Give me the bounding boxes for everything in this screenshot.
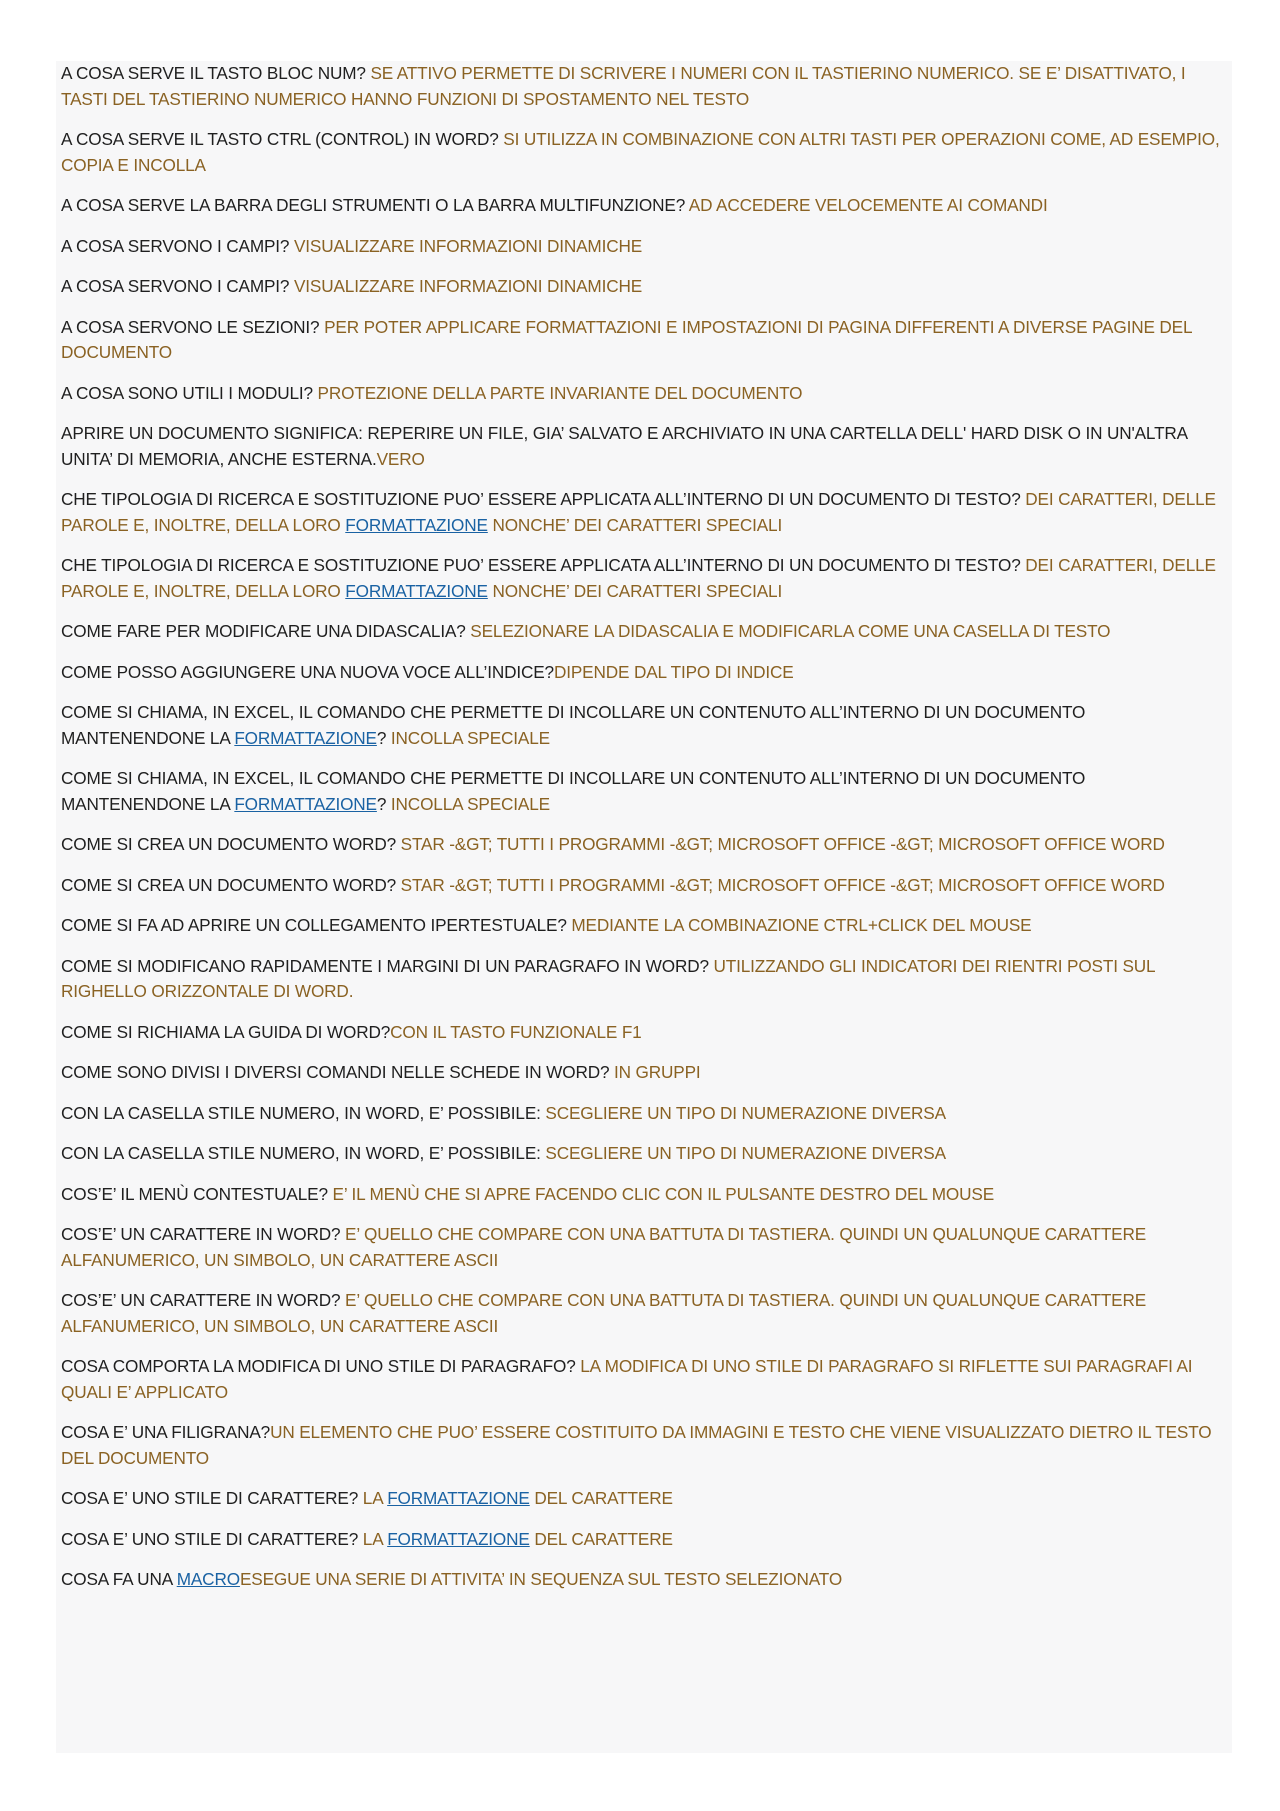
question-text: A COSA SERVONO I CAMPI? [61,235,294,256]
answer-text: E’ QUELLO CHE COMPARE CON UNA BATTUTA DI TASTIERA. QUINDI UN QUALUNQUE CARATTERE ALFANUMERICO, UN SIMBOLO, UN CARATTERE ASCII [61,1224,1147,1270]
qa-item [61,381,1226,407]
formattazione-link[interactable]: FORMATTAZIONE [387,1528,530,1549]
formattazione-link[interactable]: FORMATTAZIONE [345,580,488,601]
formattazione-link[interactable]: FORMATTAZIONE [387,1488,530,1508]
question-text-continued: ? [376,793,391,814]
answer-text: STAR -&GT; TUTTI I PROGRAMMI -&GT; MICROSOFT OFFICE -&GT; MICROSOFT OFFICE WORD [400,834,1165,854]
answer-text: SCEGLIERE UN TIPO DI NUMERAZIONE DIVERSA [545,1143,946,1163]
formattazione-link[interactable]: FORMATTAZIONE [234,727,377,748]
question-text: COS’E’ UN CARATTERE IN WORD? [61,1290,346,1310]
question-text: APRIRE UN DOCUMENTO SIGNIFICA: REPERIRE UN FILE, GIA’ SALVATO E ARCHIVIATO IN UNA CARTELLA DELL' HARD DISK O IN UN'ALTRA UNITA’ DI MEMORIA, ANCHE ESTERNA. [61,423,1188,469]
qa-item [61,1354,1226,1405]
question-text: COME SONO DIVISI I DIVERSI COMANDI NELLE SCHEDE IN WORD? [61,1062,614,1082]
qa-item [61,127,1226,178]
answer-text: SCEGLIERE UN TIPO DI NUMERAZIONE DIVERSA [545,1102,946,1123]
question-text: COSA COMPORTA LA MODIFICA DI UNO STILE DI PARAGRAFO? [61,1356,581,1376]
qa-item [61,1182,1226,1208]
answer-text: INCOLLA SPECIALE [390,793,550,814]
question-text: CON LA CASELLA STILE NUMERO, IN WORD, E’ POSSIBILE: [61,1143,546,1163]
qa-item [61,421,1226,472]
question-text: COME POSSO AGGIUNGERE UNA NUOVA VOCE ALL’INDICE? [61,661,554,682]
answer-text: DIPENDE DAL TIPO DI INDICE [553,661,794,682]
answer-text: UTILIZZANDO GLI INDICATORI DEI RIENTRI POSTI SUL RIGHELLO ORIZZONTALE DI WORD. [61,955,1155,1001]
answer-text: VISUALIZZARE INFORMAZIONI DINAMICHE [293,235,643,256]
answer-text: DEI CARATTERI, DELLE PAROLE E, INOLTRE, DELLA LORO [61,555,1216,601]
qa-item [61,766,1226,817]
answer-text: LA [362,1528,388,1549]
macro-link[interactable]: MACRO [176,1569,240,1589]
answer-text: SELEZIONARE LA DIDASCALIA E MODIFICARLA COME UNA CASELLA DI TESTO [470,621,1111,641]
question-text: A COSA SERVE LA BARRA DEGLI STRUMENTI O LA BARRA MULTIFUNZIONE? [61,195,689,215]
qa-item [61,193,1226,219]
qa-item [61,1420,1226,1471]
answer-text: MEDIANTE LA COMBINAZIONE CTRL+CLICK DEL MOUSE [571,915,1032,935]
qa-item [61,954,1226,1005]
question-text: COME SI CREA UN DOCUMENTO WORD? [61,834,401,854]
answer-text: VISUALIZZARE INFORMAZIONI DINAMICHE [293,276,643,296]
question-text: COSA E’ UNA FILIGRANA? [61,1422,271,1442]
answer-text: PER POTER APPLICARE FORMATTAZIONI E IMPOSTAZIONI DI PAGINA DIFFERENTI A DIVERSE PAGINE DEL DOCUMENTO [61,316,1192,362]
qa-item [61,1486,1226,1512]
question-text: A COSA SERVONO I CAMPI? [61,276,294,296]
answer-text-continued: DEL CARATTERE [529,1488,673,1508]
question-text: COSA FA UNA [61,1569,177,1589]
qa-item [61,234,1226,260]
question-text: A COSA SERVE IL TASTO BLOC NUM? [61,63,371,83]
qa-item [61,487,1226,538]
question-text: A COSA SONO UTILI I MODULI? [61,382,318,403]
answer-text: STAR -&GT; TUTTI I PROGRAMMI -&GT; MICROSOFT OFFICE -&GT; MICROSOFT OFFICE WORD [400,874,1165,895]
document-page [56,61,1232,1753]
question-text: COS’E’ IL MENÙ CONTESTUALE? [61,1183,333,1204]
question-text: CHE TIPOLOGIA DI RICERCA E SOSTITUZIONE PUO’ ESSERE APPLICATA ALL’INTERNO DI UN DOCUMENTO DI TESTO? [61,555,1026,575]
answer-text-continued: NONCHE’ DEI CARATTERI SPECIALI [487,580,783,601]
qa-item [61,832,1226,858]
question-text: COME SI CHIAMA, IN EXCEL, IL COMANDO CHE PERMETTE DI INCOLLARE UN CONTENUTO ALL’INTERNO DI UN DOCUMENTO MANTENENDONE LA [61,702,1086,748]
question-text: COSA E’ UNO STILE DI CARATTERE? [61,1488,363,1508]
answer-text: VERO [376,448,425,469]
question-text: COS’E’ UN CARATTERE IN WORD? [61,1224,346,1244]
formattazione-link[interactable]: FORMATTAZIONE [345,514,488,535]
question-text: CHE TIPOLOGIA DI RICERCA E SOSTITUZIONE PUO’ ESSERE APPLICATA ALL’INTERNO DI UN DOCUMENTO DI TESTO? [61,489,1026,509]
answer-text: UN ELEMENTO CHE PUO’ ESSERE COSTITUITO DA IMMAGINI E TESTO CHE VIENE VISUALIZZATO DIETRO IL TESTO DEL DOCUMENTO [61,1422,1212,1468]
qa-item [61,1567,1226,1593]
qa-item [61,274,1226,300]
question-text: A COSA SERVE IL TASTO CTRL (CONTROL) IN WORD? [61,129,504,149]
qa-item [61,873,1226,899]
question-text: CON LA CASELLA STILE NUMERO, IN WORD, E’ POSSIBILE: [61,1102,546,1123]
answer-text: LA MODIFICA DI UNO STILE DI PARAGRAFO SI RIFLETTE SUI PARAGRAFI AI QUALI E’ APPLICATO [61,1356,1193,1402]
qa-item [61,913,1226,939]
answer-text: CON IL TASTO FUNZIONALE F1 [390,1021,642,1042]
question-text: COME SI FA AD APRIRE UN COLLEGAMENTO IPERTESTUALE? [61,915,572,935]
qa-item [61,700,1226,751]
qa-item [61,315,1226,366]
answer-text: E’ QUELLO CHE COMPARE CON UNA BATTUTA DI TASTIERA. QUINDI UN QUALUNQUE CARATTERE ALFANUMERICO, UN SIMBOLO, UN CARATTERE ASCII [61,1290,1147,1336]
question-text: COME SI CREA UN DOCUMENTO WORD? [61,874,401,895]
answer-text-continued: DEL CARATTERE [529,1528,673,1549]
question-text: COME FARE PER MODIFICARE UNA DIDASCALIA? [61,621,471,641]
qa-item [61,1141,1226,1167]
question-text: COME SI CHIAMA, IN EXCEL, IL COMANDO CHE PERMETTE DI INCOLLARE UN CONTENUTO ALL’INTERNO DI UN DOCUMENTO MANTENENDONE LA [61,768,1086,814]
answer-text: LA [362,1488,388,1508]
formattazione-link[interactable]: FORMATTAZIONE [234,793,377,814]
question-text: A COSA SERVONO LE SEZIONI? [61,316,325,337]
answer-text: DEI CARATTERI, DELLE PAROLE E, INOLTRE, DELLA LORO [61,489,1216,535]
qa-item [61,1101,1226,1127]
answer-text: PROTEZIONE DELLA PARTE INVARIANTE DEL DOCUMENTO [317,382,803,403]
qa-item [61,61,1226,112]
qa-item [61,1020,1226,1046]
qa-item [61,1527,1226,1553]
answer-text: INCOLLA SPECIALE [390,727,550,748]
qa-item [61,1222,1226,1273]
answer-text-continued: NONCHE’ DEI CARATTERI SPECIALI [487,514,783,535]
answer-text: SE ATTIVO PERMETTE DI SCRIVERE I NUMERI CON IL TASTIERINO NUMERICO. SE E’ DISATTIVATO, I TASTI DEL TASTIERINO NUMERICO HANNO FUNZIONI DI SPOSTAMENTO NEL TESTO [61,63,1186,109]
answer-text: E’ IL MENÙ CHE SI APRE FACENDO CLIC CON IL PULSANTE DESTRO DEL MOUSE [332,1183,995,1204]
question-text: COME SI RICHIAMA LA GUIDA DI WORD? [61,1021,391,1042]
answer-text: SI UTILIZZA IN COMBINAZIONE CON ALTRI TASTI PER OPERAZIONI COME, AD ESEMPIO, COPIA E INCOLLA [61,129,1220,175]
answer-text: IN GRUPPI [614,1062,701,1082]
qa-item [61,553,1226,604]
qa-item [61,660,1226,686]
qa-item [61,1060,1226,1086]
question-text-continued: ? [376,727,391,748]
question-text: COME SI MODIFICANO RAPIDAMENTE I MARGINI DI UN PARAGRAFO IN WORD? [61,955,714,976]
qa-item [61,1288,1226,1339]
answer-text: ESEGUE UNA SERIE DI ATTIVITA’ IN SEQUENZA SUL TESTO SELEZIONATO [239,1569,843,1589]
answer-text: AD ACCEDERE VELOCEMENTE AI COMANDI [688,195,1048,215]
question-text: COSA E’ UNO STILE DI CARATTERE? [61,1528,363,1549]
qa-item [61,619,1226,645]
